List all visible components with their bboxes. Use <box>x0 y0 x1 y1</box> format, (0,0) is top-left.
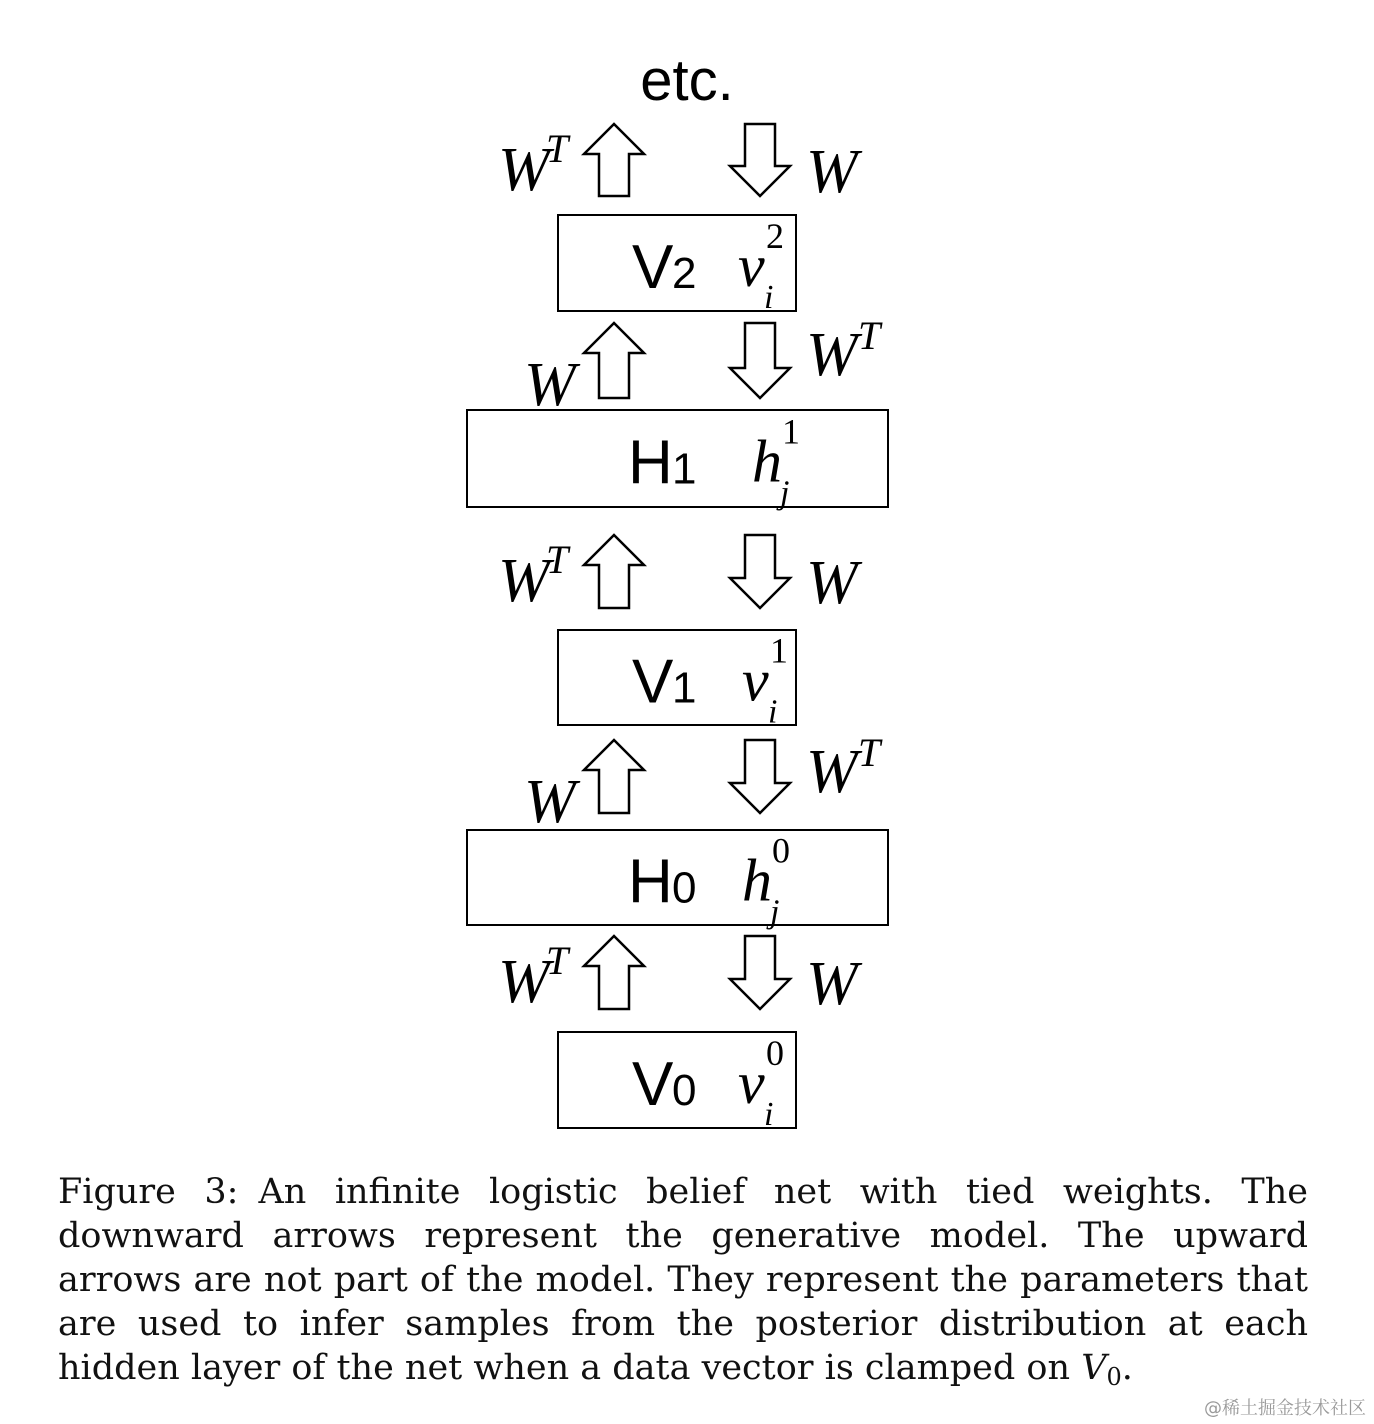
watermark: @稀土掘金技术社区 <box>1204 1398 1366 1419</box>
layer-name: V <box>632 233 674 302</box>
figure-label: Figure 3: <box>58 1172 239 1212</box>
unit-symbol: h <box>752 428 782 495</box>
unit-symbol: v <box>738 233 765 299</box>
unit-symbol: v <box>738 1050 765 1116</box>
layer-box-h0 <box>467 830 888 931</box>
layer-name-sub: 0 <box>672 863 697 913</box>
unit-symbol-sub: j <box>770 893 780 931</box>
layer-box-v0 <box>558 1032 796 1133</box>
caption-var: V <box>1081 1348 1107 1388</box>
unit-symbol: v <box>742 647 769 714</box>
unit-symbol: h <box>742 847 772 914</box>
down-arrow-icon <box>730 535 790 608</box>
figure-caption <box>58 1170 1308 1390</box>
caption-var-sub: 0 <box>1106 1363 1122 1391</box>
arrow-row <box>524 313 883 419</box>
layer-name: H <box>628 428 673 498</box>
down-arrow-icon <box>730 936 790 1009</box>
up-arrow-icon <box>584 936 644 1009</box>
up-arrow-icon <box>584 740 644 813</box>
layer-box-v1 <box>558 630 796 731</box>
arrow-row <box>498 124 863 206</box>
up-weight-sup: T <box>546 938 569 983</box>
up-weight-label: W <box>498 136 550 204</box>
down-arrow-icon <box>730 323 790 398</box>
down-weight-label: W <box>806 549 858 617</box>
layer-name: H <box>628 847 673 917</box>
up-weight-sup: T <box>546 537 569 582</box>
unit-symbol-sup: 2 <box>766 216 784 256</box>
up-weight-label: W <box>524 768 576 836</box>
layer-name-sub: 0 <box>672 1066 697 1115</box>
arrow-row <box>524 730 883 836</box>
unit-symbol-sub: i <box>764 279 774 316</box>
up-weight-label: W <box>524 351 576 419</box>
up-arrow-icon <box>584 124 644 196</box>
layer-name-sub: 1 <box>672 663 697 713</box>
down-weight-sup: T <box>858 730 881 775</box>
layer-name: V <box>632 647 674 717</box>
etc-label: etc. <box>640 48 734 113</box>
arrow-row <box>498 936 863 1018</box>
down-arrow-icon <box>730 124 790 196</box>
unit-symbol-sup: 1 <box>770 630 788 671</box>
unit-symbol-sub: i <box>764 1096 774 1133</box>
unit-symbol-sup: 0 <box>772 830 790 871</box>
unit-symbol-sub: j <box>780 474 790 512</box>
layer-name-sub: 2 <box>672 249 697 298</box>
up-arrow-icon <box>584 535 644 608</box>
unit-symbol-sup: 0 <box>766 1033 784 1073</box>
unit-symbol-sup: 1 <box>782 411 800 452</box>
up-weight-label: W <box>498 547 550 615</box>
down-weight-label: W <box>806 950 858 1018</box>
layer-box-h1 <box>467 410 888 512</box>
arrow-row <box>498 535 863 617</box>
up-arrow-icon <box>584 323 644 398</box>
up-weight-label: W <box>498 948 550 1016</box>
down-arrow-icon <box>730 740 790 813</box>
layer-box-v2 <box>558 215 796 316</box>
caption-end: . <box>1121 1348 1133 1388</box>
down-weight-label: W <box>806 321 858 389</box>
layer-name-sub: 1 <box>672 444 697 494</box>
caption-text: An infinite logistic belief net with tied weights. The downward arrows represent the generative model. The upward arrows are not part of the model. They represent the parameters that are used to infer samples from the posterior distribution at each hidden layer of the net when a data vector is clamped on <box>58 1172 1308 1388</box>
layer-name: V <box>632 1050 674 1119</box>
down-weight-sup: T <box>858 313 881 358</box>
unit-symbol-sub: i <box>768 693 778 731</box>
down-weight-label: W <box>806 138 858 206</box>
up-weight-sup: T <box>546 126 569 171</box>
down-weight-label: W <box>806 738 858 806</box>
